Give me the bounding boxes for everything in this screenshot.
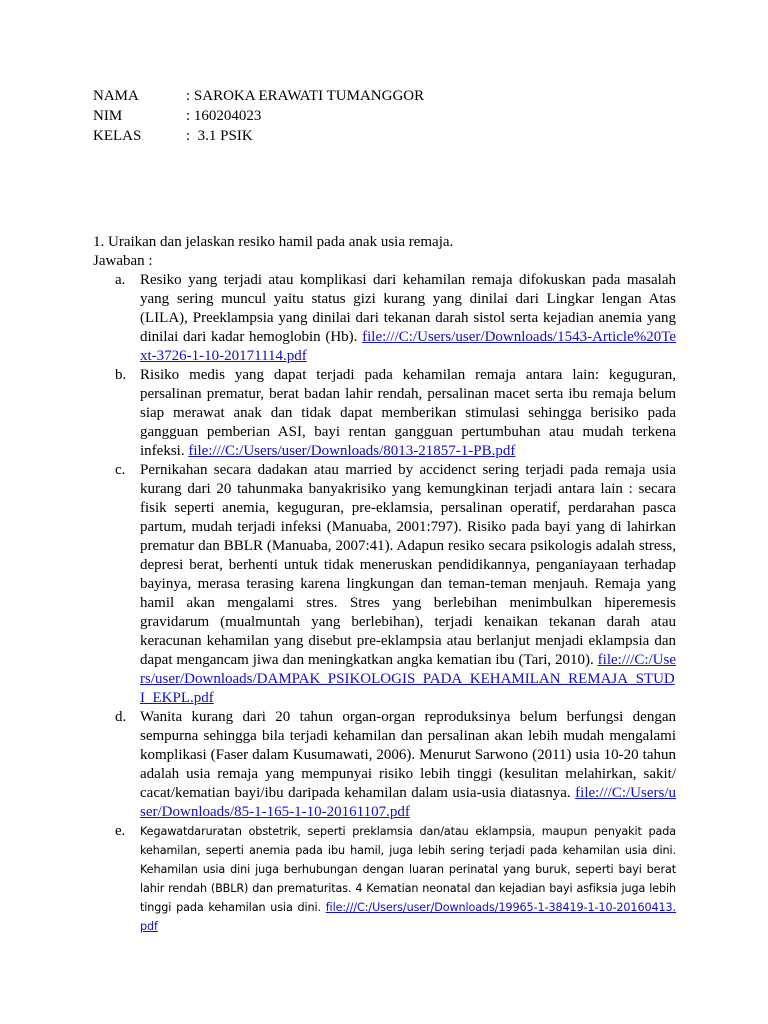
answer-item-a	[93, 271, 676, 366]
reference-link[interactable]: file:///C:/Users/user/Downloads/85-1-165-1-10-20161107.pdf	[140, 785, 676, 820]
list-marker: c.	[115, 462, 126, 478]
info-row-nama	[93, 86, 676, 106]
answer-item-d	[93, 708, 676, 822]
document-body	[93, 86, 676, 936]
answer-list	[93, 271, 676, 936]
answer-label: Jawaban :	[93, 253, 153, 269]
answer-item-c	[93, 461, 676, 708]
reference-link[interactable]: file:///C:/Users/user/Downloads/19965-1-38419-1-10-20160413.pdf	[140, 901, 676, 933]
list-marker: a.	[115, 272, 126, 288]
reference-link[interactable]: file:///C:/Users/user/Downloads/DAMPAK_PSIKOLOGIS_PADA_KEHAMILAN_REMAJA_STUDI_EKPL.pdf	[140, 652, 676, 706]
info-row-kelas	[93, 126, 676, 146]
answer-item-e	[93, 822, 676, 936]
info-value: : 160204023	[186, 108, 262, 124]
info-value: : 3.1 PSIK	[186, 128, 253, 144]
info-label: KELAS	[93, 128, 142, 144]
answer-text: Resiko yang terjadi atau komplikasi dari kehamilan remaja difokuskan pada masalah yang sering muncul yaitu status gizi kurang yang dinilai dari Lingkar lengan Atas (LILA), Preeklampsia yang dinilai dari tekanan darah sistol serta kejadian anemia yang dinilai dari kadar hemoglobin (Hb).	[140, 272, 676, 345]
info-value: : SAROKA ERAWATI TUMANGGOR	[186, 88, 425, 104]
list-marker: e.	[115, 823, 126, 839]
answer-text: Pernikahan secara dadakan atau married by accidenct sering terjadi pada remaja usia kurang dari 20 tahunmaka banyakrisiko yang kemungkinan terjadi antara lain : secara fisik seperti anemia, keguguran, pre-eklamsia, persalinan operatif, perdarahan pasca partum, mudah terjadi infeksi (Manuaba, 2001:797). Risiko pada bayi yang di lahirkan prematur dan BBLR (Manuaba, 2007:41). Adapun resiko secara psikologis adalah stress, depresi berat, berhenti untuk tidak meneruskan pendidikannya, penganiayaan terhadap bayinya, merasa terasing karena lingkungan dan teman-teman menjauh. Remaja yang hamil akan mengalami stres. Stres yang berlebihan menimbulkan hiperemesis gravidarum (mualmuntah yang berlebihan), terjadi kenaikan tekanan darah atau keracunan kehamilan yang disebut pre-eklampsia atau berlanjut menjadi eklampsia dan dapat mengancam jiwa dan meningkatkan angka kematian ibu (Tari, 2010).	[140, 462, 676, 668]
info-label: NAMA	[93, 88, 139, 104]
info-label: NIM	[93, 108, 123, 124]
answer-text: Risiko medis yang dapat terjadi pada kehamilan remaja antara lain: keguguran, persalinan prematur, berat badan lahir rendah, persalinan macet serta ibu remaja belum siap merawat anak dan tidak dapat memberikan stimulasi sehingga berisiko pada gangguan pemberian ASI, bayi rentan gangguan pertumbuhan atau mudah terkena infeksi.	[140, 367, 676, 459]
reference-link[interactable]: file:///C:/Users/user/Downloads/8013-21857-1-PB.pdf	[188, 443, 516, 459]
info-row-nim	[93, 106, 676, 126]
reference-link[interactable]: file:///C:/Users/user/Downloads/1543-Article%20Text-3726-1-10-20171114.pdf	[140, 329, 676, 364]
question-text: 1. Uraikan dan jelaskan resiko hamil pada anak usia remaja.	[93, 234, 454, 250]
list-marker: b.	[115, 367, 127, 383]
student-info	[93, 86, 676, 146]
answer-text: Kegawatdaruratan obstetrik, seperti preklamsia dan/atau eklampsia, maupun penyakit pada kehamilan, seperti anemia pada ibu hamil, juga lebih sering terjadi pada kehamilan usia dini. Kehamilan usia dini juga berhubungan dengan luaran perinatal yang buruk, seperti bayi berat lahir rendah (BBLR) dan prematuritas. 4 Kematian neonatal dan kejadian bayi asfiksia juga lebih tinggi pada kehamilan usia dini.	[140, 825, 676, 914]
answer-item-b	[93, 366, 676, 461]
list-marker: d.	[115, 709, 127, 725]
answer-text: Wanita kurang dari 20 tahun organ-organ reproduksinya belum berfungsi dengan sempurna sehingga bila terjadi kehamilan dan persalinan akan lebih mudah mengalami komplikasi (Faser dalam Kusumawati, 2006). Menurut Sarwono (2011) usia 10-20 tahun adalah usia remaja yang mempunyai risiko lebih tinggi (kesulitan melahirkan, sakit/ cacat/kematian bayi/ibu daripada kehamilan dalam usia-usia diatasnya.	[140, 709, 676, 801]
